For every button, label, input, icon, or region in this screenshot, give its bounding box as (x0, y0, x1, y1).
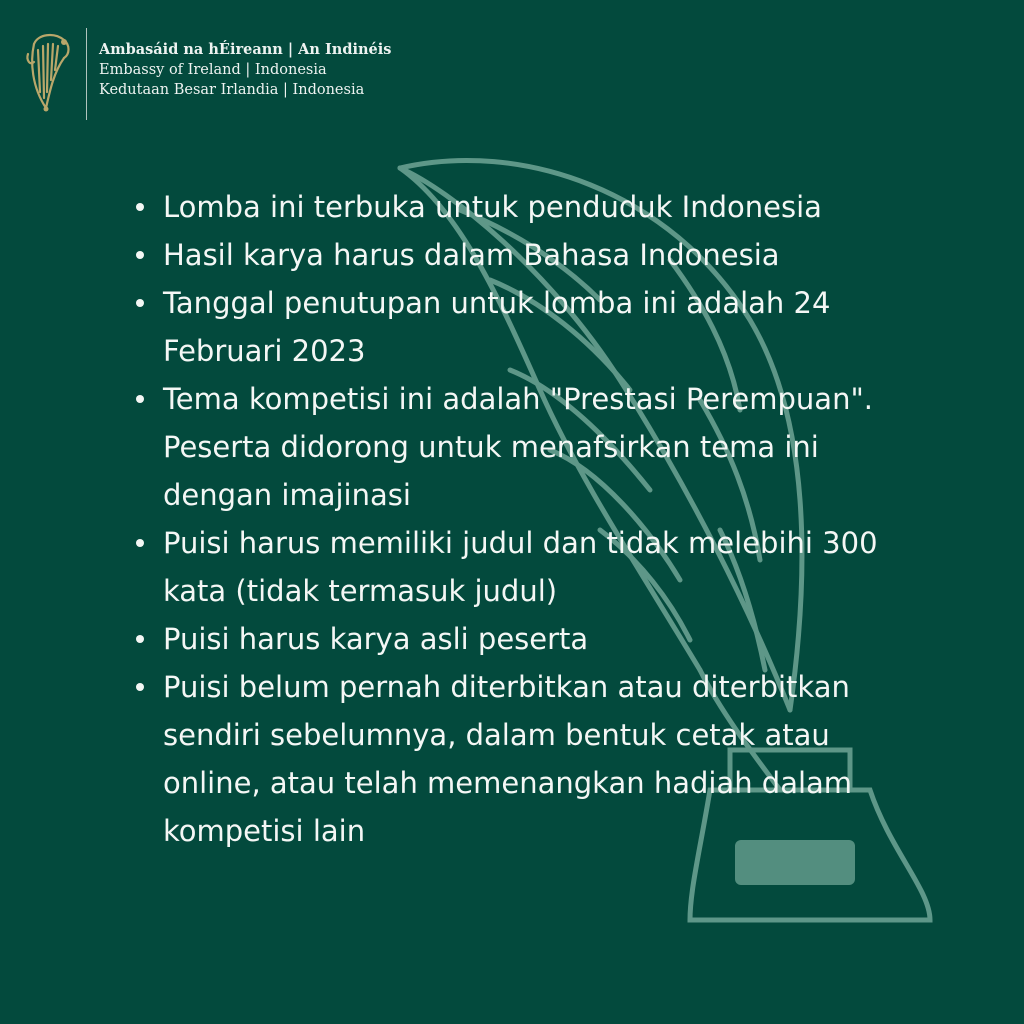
rule-item: Puisi harus karya asli peserta (133, 615, 933, 663)
embassy-name-block (99, 40, 391, 100)
rule-item: Hasil karya harus dalam Bahasa Indonesia (133, 231, 933, 279)
embassy-header (24, 28, 391, 120)
competition-rules-list (133, 183, 933, 855)
rule-item: Tanggal penutupan untuk lomba ini adalah 24 Februari 2023 (133, 279, 933, 375)
embassy-name-english: Embassy of Ireland | Indonesia (99, 62, 327, 78)
rule-item: Lomba ini terbuka untuk penduduk Indonesia (133, 183, 933, 231)
embassy-name-irish: Ambasáid na hÉireann | An Indinéis (99, 41, 392, 58)
harp-icon (24, 32, 76, 114)
header-divider (86, 28, 87, 120)
rule-item: Puisi belum pernah diterbitkan atau diterbitkan sendiri sebelumnya, dalam bentuk cetak atau online, atau telah memenangkan hadiah dalam kompetisi lain (133, 663, 933, 855)
embassy-name-indonesian: Kedutaan Besar Irlandia | Indonesia (99, 82, 365, 98)
rule-item: Puisi harus memiliki judul dan tidak melebihi 300 kata (tidak termasuk judul) (133, 519, 933, 615)
rule-item: Tema kompetisi ini adalah "Prestasi Perempuan". Peserta didorong untuk menafsirkan tema ini dengan imajinasi (133, 375, 933, 519)
